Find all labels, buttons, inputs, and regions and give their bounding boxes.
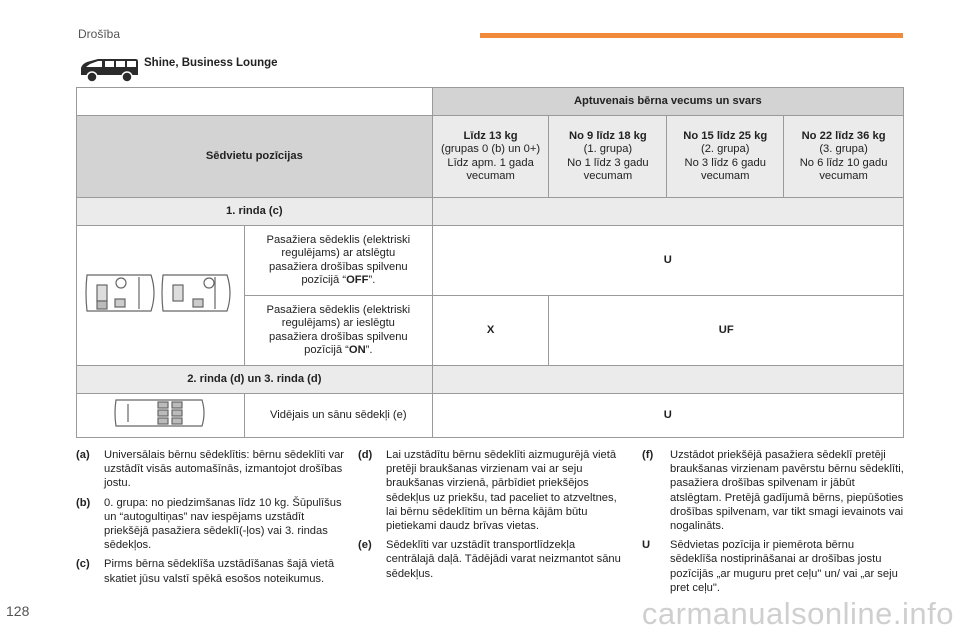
age-group-1: No 9 līdz 18 kg (1. grupa) No 1 līdz 3 gadu vecumam	[549, 116, 667, 198]
row1-label: 1. rinda (c)	[77, 198, 433, 226]
airbag-on-value-first: X	[432, 296, 549, 366]
watermark: carmanualsonline.info	[641, 596, 954, 631]
age-header: Aptuvenais bērna vecums un svars	[432, 88, 903, 116]
vehicle-badge	[78, 56, 278, 84]
version-shine: Shine	[144, 57, 176, 69]
section-accent-bar	[480, 33, 903, 38]
notes-column-3	[642, 448, 904, 600]
other-seats-value: U	[432, 394, 903, 438]
front-seat-diagram-cell	[77, 226, 245, 366]
note-c: (c) Pirms bērna sēdeklīša uzstādīšanas šajā vietā skatiet jūsu valstī spēkā esošos noteikumus.	[76, 558, 335, 585]
seat-positions-header: Sēdvietu pozīcijas	[77, 116, 433, 198]
version-business-lounge: Business Lounge	[181, 57, 278, 69]
notes-column-1	[76, 448, 346, 591]
seat-airbag-off: Pasažiera sēdeklis (elektriski regulējams) ar atslēgtu pasažiera drošības spilvenu pozīcijā “OFF”.	[244, 226, 432, 296]
seat-airbag-on: Pasažiera sēdeklis (elektriski regulējams) ar ieslēgtu pasažiera drošības spilvenu pozīcijā “ON”.	[244, 296, 432, 366]
front-seats-diagram-icon	[81, 265, 239, 321]
page-number: 128	[6, 603, 30, 619]
airbag-off-value: U	[432, 226, 903, 296]
note-d: (d) Lai uzstādītu bērnu sēdeklīti aizmugurējā vietā pretēji braukšanas virzienam vai ar seju braukšanas virzienā, pārbīdiet priekšējos sēdekļus uz priekšu, tad paceliet to atzveltnes, lai bērnu sēdeklītim un bērna kājām būtu pietiekami daudz brīvas vietas.	[358, 449, 617, 533]
note-f: (f) Uzstādot priekšējā pasažiera sēdeklī pretēji braukšanas virzienam pavērstu bērnu sēdeklīti, pasažiera drošības spilvenam ir jābūt atslēgtam. Pretējā gadījumā bērns, piepūšoties drošības spilvenam, var tikt smagi ievainots vai nogalināts.	[642, 449, 904, 533]
row23-label: 2. rinda (d) un 3. rinda (d)	[77, 366, 433, 394]
note-u: U Sēdvietas pozīcija ir piemērota bērnu sēdeklīša nostiprināšanai ar drošības jostu pozīcijās „ar muguru pret ceļu" un/ vai „ar seju pret ceļu".	[642, 539, 898, 594]
rear-seats-diagram-icon	[112, 396, 208, 430]
airbag-on-value-rest: UF	[549, 296, 904, 366]
note-e: (e) Sēdeklīti var uzstādīt transportlīdzekļa centrālajā daļā. Tādējādi varat neizmantot sānu sēdekļus.	[358, 539, 621, 580]
rear-seat-diagram-cell	[77, 394, 245, 438]
van-icon	[78, 56, 140, 84]
note-a: (a) Universālais bērnu sēdeklītis: bērnu sēdeklīti var uzstādīt visās automašīnās, izmantojot drošības jostu.	[76, 449, 345, 490]
other-seats-label: Vidējais un sānu sēdekļi (e)	[244, 394, 432, 438]
child-seat-table	[76, 87, 904, 438]
age-group-3: No 22 līdz 36 kg (3. grupa) No 6 līdz 10 gadu vecumam	[784, 116, 904, 198]
age-group-0: Līdz 13 kg (grupas 0 (b) un 0+) Līdz apm. 1 gada vecumam	[432, 116, 549, 198]
notes-column-2	[358, 448, 624, 586]
note-b: (b) 0. grupa: no piedzimšanas līdz 10 kg. Šūpulīšus un “autogultiņas” nav iespējams uzstādīt priekšējā pasažiera sēdeklī(-ļos) vai 3. rindas sēdekļos.	[76, 496, 342, 552]
age-group-2: No 15 līdz 25 kg (2. grupa) No 3 līdz 6 gadu vecumam	[667, 116, 784, 198]
section-title: Drošība	[78, 27, 121, 41]
vehicle-versions: Shine, Business Lounge	[144, 57, 278, 69]
